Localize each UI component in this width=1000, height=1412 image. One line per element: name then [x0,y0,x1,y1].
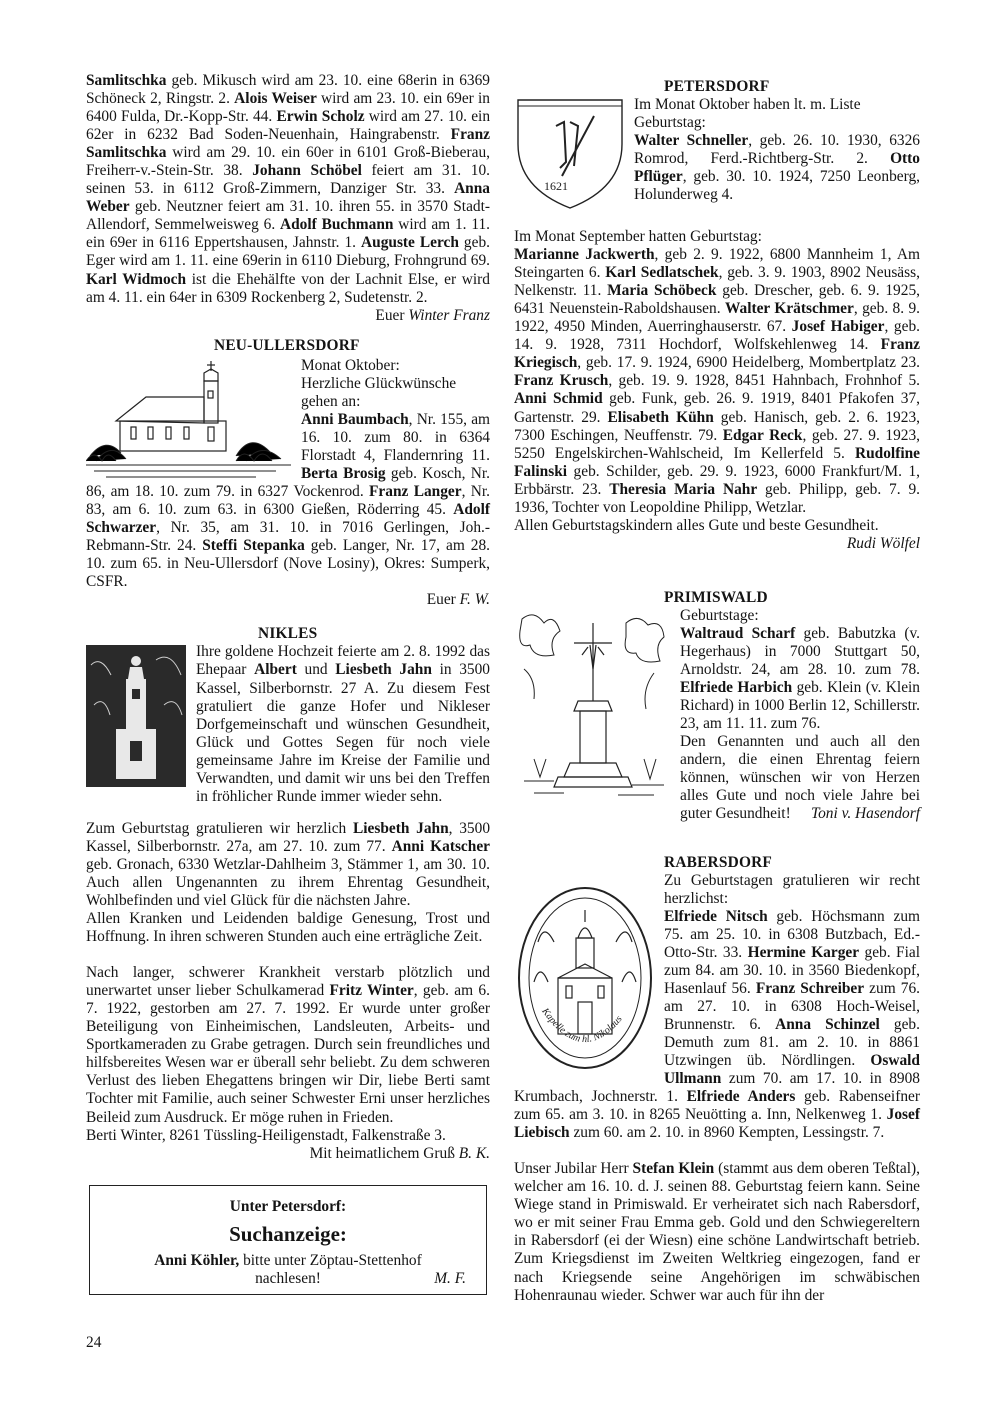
primiswald-heading: PRIMISWALD [664,588,768,606]
neu-ullersdorf-month: Monat Oktober: [301,356,400,374]
nikles-text: Ihre goldene Hochzeit feierte am 2. 8. 1992 das Ehepaar Albert und Liesbeth Jahn in 3500 Kassel, Silberbornstr. 27 A. Zu diesem Fest gratuliert die ganze Hofer und Nikleser Dorfgemeinschaft und wünschen Gesundheit, Glück und Gottes Segen für noch viele gemeinsame Jahre im Kreise der Familie und Verwandten, und damit wir uns bei den Treffen in fröhlicher Runde immer wieder sehn. [196,643,491,805]
chapel-medallion [514,882,656,1074]
neu-ullersdorf-greeting: Herzliche Glückwünsche gehen an: [301,374,457,410]
church-illustration [86,361,291,481]
nikles-tower-illustration [86,645,186,787]
crest-year: 1621 [544,179,568,194]
rabersdorf-list: Elfriede Nitsch geb. Höchsmann zum 75. am 25. 10. in 6308 Butzbach, Ed.-Otto-Str. 33. Hermine Karger geb. Fial zum 84. am 30. 10. in 3560 Biedenkopf, Hasenlauf 56. Franz Schreiber zum 76. am 27. 10. in 6308 Hoch-Weisel, Brunnenstr. 6. Anna Schinzel geb. Demuth zum 81. am 2. 10. in 8861 Utzwingen üb. Nördlingen. Oswald Ullmann zum 70. am 17. 10. in 8908 Krumbach, Jochnerstr. 1. Elfriede Anders geb. Rabenseifner zum 65. am 3. 10. in 8265 Neuötting a. Inn, Nelkenweg 1. Josef Liebisch zum 60. am 2. 10. in 8960 Kempten, Lessingstr. 7. [514,907,921,1142]
nikles-address: Berti Winter, 8261 Tüssling-Heiligenstadt, Falkenstraße 3. [86,1126,446,1144]
box-text: Anni Köhler, bitte unter Zöptau-Stettenhof nachlesen! [154,1252,422,1287]
search-notice-box [89,1185,487,1295]
box-title: Suchanzeige: [229,1222,347,1246]
petersdorf-signature: Rudi Wölfel [846,534,920,552]
box-subtitle: Unter Petersdorf: [229,1198,347,1215]
neu-ullersdorf-list: Anni Baumbach, Nr. 155, am 16. 10. zum 80. in 6364 Florstadt 4, Flandernring 11. Berta Brosig geb. Kosch, Nr. 86, am 18. 10. zum 79. in 6327 Vockenrod. Franz Langer, Nr. 83, am 6. 10. zum 63. in 6300 Gießen, Röderring 45. Adolf Schwarzer, Nr. 35, am 31. 10. in 7016 Gerlingen, Joh.-Rebmann-Str. 24. Steffi Stepanka geb. Langer, Nr. 17, am 28. 10. zum 65. in Neu-Ullersdorf (Nove Losiny), Okres: Sumperk, CSFR. [86,410,491,591]
petersdorf-september-intro: Im Monat September hatten Geburtstag: [514,228,762,246]
petersdorf-intro: Im Monat Oktober haben lt. m. Liste Geburtstag: [634,96,861,132]
petersdorf-crest [514,92,626,212]
nikles-signature: Mit heimatlichem Gruß B. K. [309,1144,490,1162]
primiswald-intro: Geburtstage: [680,606,759,624]
page-number: 24 [86,1334,102,1351]
nikles-birthdays: Zum Geburtstag gratulieren wir herzlich Liesbeth Jahn, 3500 Kassel, Silberbornstr. 27a, am 27. 10. zum 77. Anni Katscher geb. Gronach, 6330 Wetzlar-Dahlheim 3, Stämmer 1, am 30. 10. Auch allen Ungenannten zu ihrem Ehrentag Gesundheit, Wohlbefinden und viel Glück für die nächsten Jahre. [86,819,491,910]
wayside-cross-illustration [514,609,672,807]
rabersdorf-heading: RABERSDORF [664,853,773,871]
nikles-obituary: Nach langer, schwerer Krankheit verstarb plötzlich und unerwartet unser lieber Schulkamerad Fritz Winter, geb. am 6. 7. 1922, gestorben am 27. 7. 1992. Er wurde unter großer Beteiligung von Einheimischen, Landsleuten, Arbeits- und Sportkameraden zu Grabe getragen. Durch sein freundliches und hilfsbereites Wesen war er überall sehr beliebt. Zu dem schweren Verlust des lieben Ehegattens bringen wir Dir, liebe Berti samt Tochter mit Familie, auch seiner Schwester Erni unser herzliches Beileid zum Ausdruck. Er möge ruhen in Frieden. [86,964,490,1126]
medallion-caption: Kapelle zum hl. Nikolaus [539,1005,625,1045]
left-column [86,72,490,1163]
primiswald-wishes: Den Genannten und auch all den andern, die einen Ehrentag feiern können, wünschen wir von Herzen alles Gute und noch viele Jahre bei guter Gesundheit! Toni v. Hasendorf [680,733,920,823]
petersdorf-heading: PETERSDORF [664,78,770,95]
primiswald-list: Waltraud Scharf geb. Babutzka (v. Hegerhaus) in 7000 Stuttgart 50, Arnoldstr. 24, am 28. 10. zum 78. Elfriede Harbich geb. Klein (v. Klein Richard) in 1000 Berlin 12, Schillerstr. 23, am 11. 11. zum 76. [680,624,920,733]
rabersdorf-jubilar: Unser Jubilar Herr Stefan Klein (stammt aus dem oberen Teßtal), welcher am 16. 10. d. J. seinen 88. Geburtstag feiern kann. Seine Wiege stand in Primiswald. Er verheiratet sich nach Rabersdorf, wo er mit seiner Frau Emma geb. Gold und den Schwiegereltern in Rabersdorf (ei der Wiesn) eine schöne Landwirtschaft betrieb. Zum Kriegsdienst im Zweiten Weltkrieg eingezogen, fand er nach Kriegsende seine Angehörigen im schwäbischen Hohenraunau wieder. Schwer war auch für ihn der [514,1160,920,1304]
rabersdorf-intro: Zu Geburtstagen gratulieren wir recht herzlichst: [664,871,920,907]
neu-ullersdorf-signature: Euer F. W. [426,591,490,609]
intro-signature: Euer Winter Franz [375,306,490,324]
petersdorf-wishes: Allen Geburtstagskindern alles Gute und beste Gesundheit. [514,516,879,534]
petersdorf-october: Walter Schneller, geb. 26. 10. 1930, 6326 Romrod, Ferd.-Richtberg-Str. 2. Otto Pflüger, geb. 30. 10. 1924, 7250 Leonberg, Holunderweg 4. [634,132,920,204]
intro-paragraph: Samlitschka geb. Mikusch wird am 23. 10. eine 68erin in 6369 Schöneck 2, Ringstr. 2. Alois Weiser wird am 23. 10. ein 69er in 6400 Fulda, Dr.-Kopp-Str. 44. Erwin Scholz wird am 27. 10. ein 62er in 6232 Bad Soden-Neuenhain, Haingrabenstr. Franz Samlitschka wird am 29. 10. ein 60er in 6101 Groß-Bieberau, Freiherr-v.-Stein-Str. 38. Johann Schöbel feiert am 31. 10. seinen 53. in 6112 Groß-Zimmern, Danziger Str. 33. Anna Weber geb. Neutzner feiert am 31. 10. ihren 55. in 3570 Stadt-Allendorf, Semmelweisweg 6. Adolf Buchmann wird am 1. 11. ein 69er in 6116 Eppertshausen, Jahnstr. 1. Auguste Lerch geb. Eger wird am 1. 11. eine 69erin in 6110 Dieburg, Frohngrund 69. Karl Widmoch ist die Ehehälfte von der Lachnit Else, er wird am 4. 11. ein 64er in 6309 Rockenberg 2, Sudetenstr. 2. [86,72,491,306]
nikles-wishes: Allen Kranken und Leidenden baldige Genesung, Trost und Hoffnung. In ihren schweren Stunden auch eine erträgliche Zeit. [86,910,490,946]
right-column [514,80,920,1305]
petersdorf-september-list: Marianne Jackwerth, geb 2. 9. 1922, 6800 Mannheim 1, Am Steingarten 6. Karl Sedlatschek, geb. 3. 9. 1903, 8902 Neusäss, Nelkenstr. 11. Maria Schöbeck geb. Drescher, geb. 6. 9. 1925, 6431 Neuenstein-Raboldshausen. Walter Krätschmer, geb. 8. 9. 1922, 4950 Minden, Auerringhauserstr. 67. Josef Habiger, geb. 14. 9. 1928, 7311 Hochdorf, Wolfskehlenweg 14. Franz Kriegisch, geb. 17. 9. 1924, 6900 Heidelberg, Mombertplatz 23. Franz Krusch, geb. 19. 9. 1928, 8451 Hahnbach, Frohnhof 5. Anni Schmid geb. Funk, geb. 26. 9. 1919, 8401 Pfakofen 37, Gartenstr. 29. Elisabeth Kühn geb. Hanisch, geb. 2. 6. 1923, 7300 Eschingen, Neuffenstr. 79. Edgar Reck, geb. 27. 9. 1923, 5250 Engelskirchen-Wahlscheid, Im Kellerfeld 5. Rudolfine Falinski geb. Schilder, geb. 29. 9. 1923, 6000 Frankfurt/M. 1, Erbbärstr. 23. Theresia Maria Nahr geb. Philipp, geb. 7. 9. 1936, Tochter von Leopoldine Philipp, Wetzlar. [514,246,921,516]
box-signature: M. F. [434,1270,466,1287]
neu-ullersdorf-heading: NEU-ULLERSDORF [214,336,360,354]
nikles-heading: NIKLES [258,625,318,643]
